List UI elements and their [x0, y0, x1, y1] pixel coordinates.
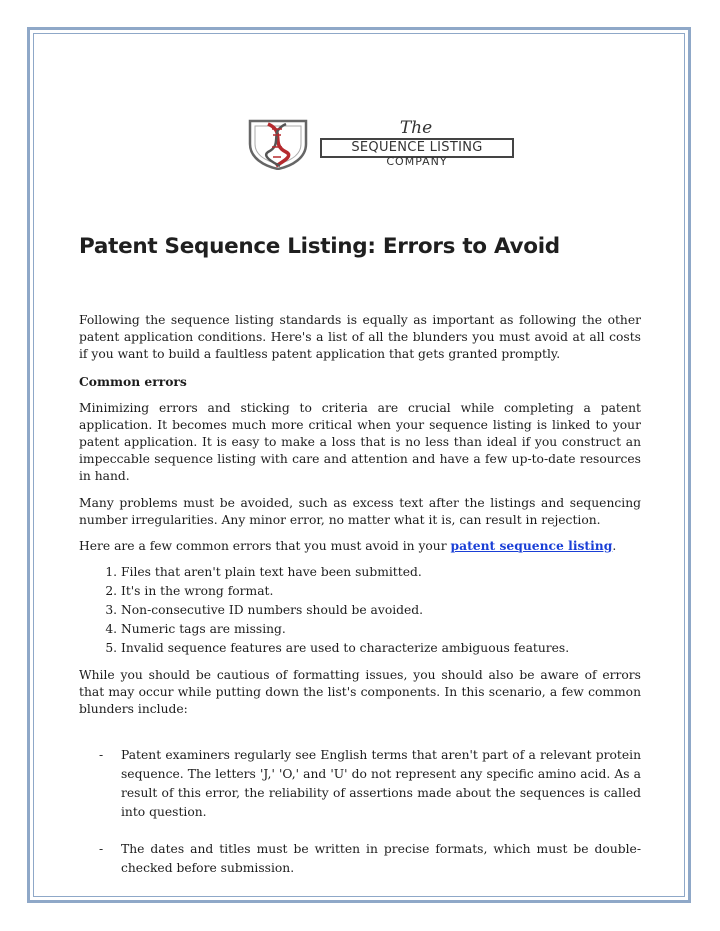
- list-item: 3. Non-consecutive ID numbers should be avoided.: [121, 601, 641, 620]
- errors-list: [79, 563, 641, 658]
- dash-bullet: -: [99, 842, 104, 856]
- blunder-text: Patent examiners regularly see English terms that aren't part of a relevant protein sequence. The letters 'J,' 'O,' and 'U' do not represent any specific amino acid. As a result of this error, the reliability of assertions made about the sequences is called into question.: [121, 748, 641, 819]
- dna-shield-icon: [246, 118, 310, 170]
- paragraph-formatting: While you should be cautious of formatting issues, you should also be aware of errors that may occur while putting down the list's components. In this scenario, a few common blunders include:: [79, 668, 641, 716]
- paragraph-problems: Many problems must be avoided, such as excess text after the listings and sequencing number irregularities. Any minor error, no matter what it is, can result in rejection.: [79, 496, 641, 527]
- logo-company-text: COMPANY: [386, 155, 448, 168]
- common-errors-heading: Common errors: [79, 374, 187, 389]
- logo-name-box: SEQUENCE LISTING: [320, 138, 514, 158]
- article-body: [79, 312, 641, 878]
- company-logo: [246, 118, 514, 170]
- patent-sequence-listing-link[interactable]: patent sequence listing: [450, 538, 613, 553]
- list-item: 2. It's in the wrong format.: [121, 582, 641, 601]
- list-item: 4. Numeric tags are missing.: [121, 620, 641, 639]
- list-item: 5. Invalid sequence features are used to characterize ambiguous features.: [121, 639, 641, 658]
- list-item: [79, 746, 641, 822]
- logo-the-text: The: [399, 118, 433, 138]
- list-item: [79, 840, 641, 878]
- list-item: 1. Files that aren't plain text have been submitted.: [121, 563, 641, 582]
- text-before-link: Here are a few common errors that you must avoid in your: [79, 539, 451, 553]
- paragraph-common-errors-intro: [79, 537, 641, 555]
- paragraph-minimizing: Minimizing errors and sticking to criteria are crucial while completing a patent application. It becomes much more critical when your sequence listing is linked to your patent application. It is easy to make a loss that is no less than ideal if you construct an impeccable sequence listing with care and attention and have a few up-to-date resources in hand.: [79, 401, 641, 483]
- blunder-text: The dates and titles must be written in precise formats, which must be double-checked before submission.: [121, 842, 641, 875]
- blunders-list: [79, 746, 641, 878]
- page-title: Patent Sequence Listing: Errors to Avoid: [79, 234, 560, 259]
- intro-paragraph: Following the sequence listing standards is equally as important as following the other patent application conditions. Here's a list of all the blunders you must avoid at all costs if you want to build a faultless patent application that gets granted promptly.: [79, 313, 641, 361]
- text-after-link: .: [612, 539, 617, 553]
- dash-bullet: -: [99, 748, 104, 762]
